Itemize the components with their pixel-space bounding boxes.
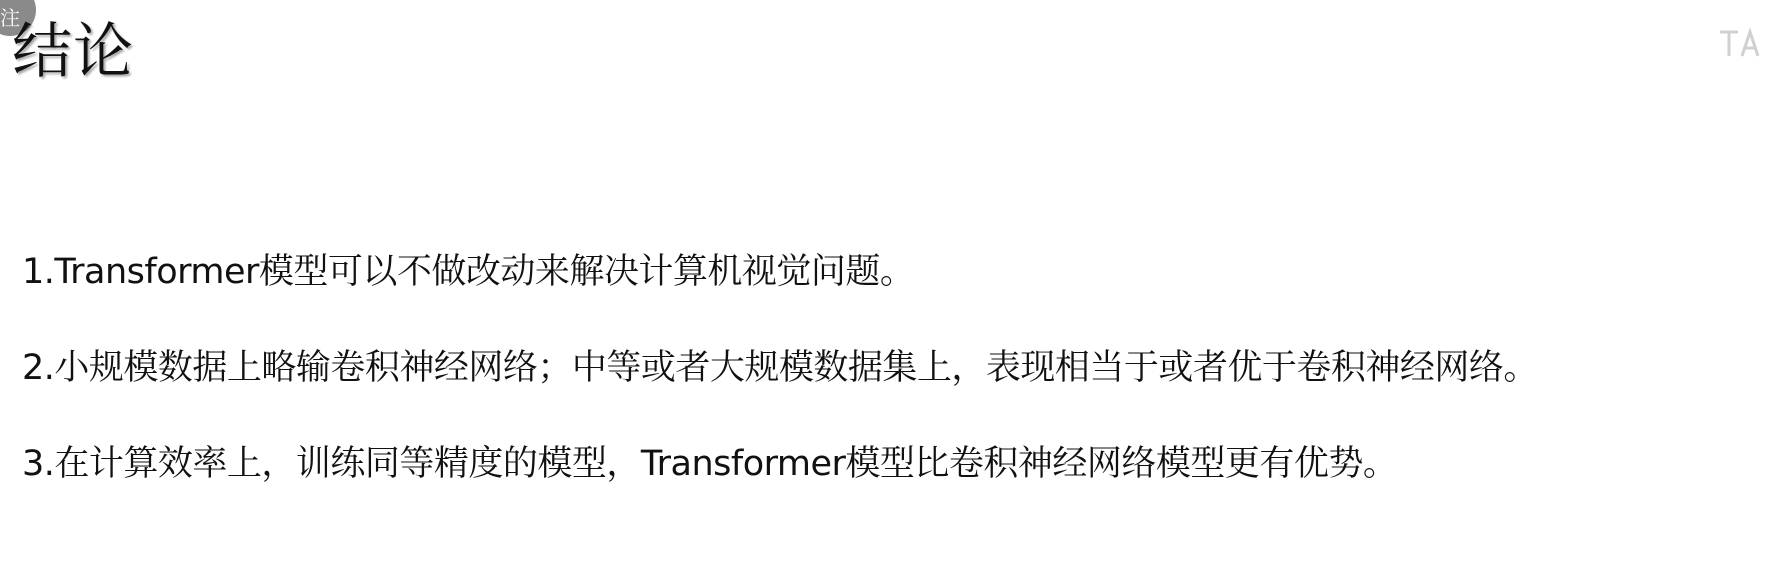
conclusion-point-2: 2.小规模数据上略输卷积神经网络；中等或者大规模数据集上，表现相当于或者优于卷积神经网络。 [22,348,1538,388]
conclusion-point-3: 3.在计算效率上，训练同等精度的模型，Transformer模型比卷积神经网络模型更有优势。 [22,444,1398,484]
slide-title: 结论 [12,17,134,87]
logo-watermark-icon [1716,26,1762,62]
annotation-badge-label: 注 [0,6,20,30]
conclusion-point-1: 1.Transformer模型可以不做改动来解决计算机视觉问题。 [22,252,915,292]
conclusion-list [22,252,1538,540]
